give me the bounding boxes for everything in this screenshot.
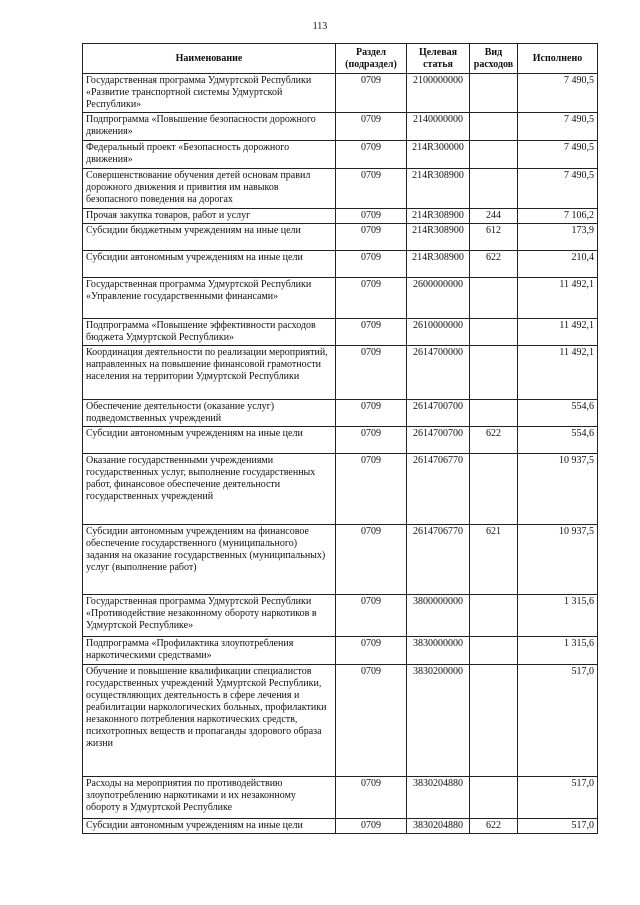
row-name: Государственная программа Удмуртской Республики «Противодействие незаконному обороту наркотиков в Удмуртской Республике» [83,595,336,637]
row-name: Субсидии автономным учреждениям на иные цели [83,427,336,454]
row-value: 7 490,5 [518,113,598,141]
row-section: 0709 [336,819,407,834]
row-name: Обеспечение деятельности (оказание услуг) подведомственных учреждений [83,400,336,427]
table-row [83,224,598,251]
row-target: 2140000000 [407,113,470,141]
header-target: Целевая статья [407,44,470,74]
row-value: 1 315,6 [518,595,598,637]
row-name: Обучение и повышение квалификации специалистов государственных учреждений Удмуртской Республики, осуществляющих деятельность в сфере лечения и реабилитации наркологических больных, профилактики незаконного потребления наркотических средств, психотропных веществ и пропаганды здорового образа жизни [83,665,336,777]
row-expense-type [470,400,518,427]
row-section: 0709 [336,427,407,454]
row-target: 2614700000 [407,346,470,400]
table-row [83,209,598,224]
row-target: 3830000000 [407,637,470,665]
row-expense-type [470,346,518,400]
page-number: 113 [312,21,328,32]
table-row [83,637,598,665]
row-name: Субсидии автономным учреждениям на иные цели [83,251,336,278]
row-section: 0709 [336,637,407,665]
table-row [83,665,598,777]
row-target: 214R300000 [407,141,470,169]
table-row [83,169,598,209]
row-section: 0709 [336,113,407,141]
row-value: 7 490,5 [518,169,598,209]
row-name: Федеральный проект «Безопасность дорожного движения» [83,141,336,169]
row-section: 0709 [336,141,407,169]
table-row [83,777,598,819]
row-expense-type [470,665,518,777]
row-section: 0709 [336,74,407,113]
row-name: Государственная программа Удмуртской Республики «Управление государственными финансами» [83,278,336,319]
table-header-row [83,44,598,74]
budget-execution-table [82,43,598,834]
row-value: 11 492,1 [518,319,598,346]
header-name: Наименование [83,44,336,74]
row-name: Субсидии автономным учреждениям на иные цели [83,819,336,834]
row-section: 0709 [336,777,407,819]
row-value: 7 490,5 [518,141,598,169]
row-value: 554,6 [518,427,598,454]
row-section: 0709 [336,665,407,777]
table-row [83,427,598,454]
row-section: 0709 [336,595,407,637]
row-section: 0709 [336,346,407,400]
row-target: 214R308900 [407,209,470,224]
row-value: 173,9 [518,224,598,251]
row-section: 0709 [336,525,407,595]
row-value: 517,0 [518,819,598,834]
row-target: 2610000000 [407,319,470,346]
table-row [83,251,598,278]
table-row [83,278,598,319]
row-name: Государственная программа Удмуртской Республики «Развитие транспортной системы Удмуртской Республики» [83,74,336,113]
table-row [83,141,598,169]
row-name: Субсидии бюджетным учреждениям на иные цели [83,224,336,251]
row-target: 2614706770 [407,525,470,595]
row-name: Субсидии автономным учреждениям на финансовое обеспечение государственного (муниципального) задания на оказание государственных (муниципальных) услуг (выполнение работ) [83,525,336,595]
row-target: 214R308900 [407,224,470,251]
table-row [83,525,598,595]
row-section: 0709 [336,169,407,209]
row-target: 3830204880 [407,777,470,819]
row-name: Подпрограмма «Профилактика злоупотребления наркотическими средствами» [83,637,336,665]
row-target: 2100000000 [407,74,470,113]
table-row [83,595,598,637]
row-value: 517,0 [518,777,598,819]
row-expense-type: 622 [470,819,518,834]
row-expense-type: 612 [470,224,518,251]
row-section: 0709 [336,251,407,278]
header-expense-type: Вид расходов [470,44,518,74]
row-expense-type [470,319,518,346]
row-expense-type [470,637,518,665]
header-section: Раздел (подраздел) [336,44,407,74]
row-expense-type [470,454,518,525]
table-row [83,819,598,834]
row-section: 0709 [336,319,407,346]
row-value: 11 492,1 [518,278,598,319]
row-expense-type: 244 [470,209,518,224]
row-expense-type: 622 [470,427,518,454]
row-expense-type [470,169,518,209]
row-target: 2614706770 [407,454,470,525]
row-value: 10 937,5 [518,525,598,595]
row-target: 214R308900 [407,169,470,209]
row-value: 11 492,1 [518,346,598,400]
row-target: 3830200000 [407,665,470,777]
row-expense-type: 622 [470,251,518,278]
row-name: Оказание государственными учреждениями государственных услуг, выполнение государственных работ, финансовое обеспечение деятельности государственных учреждений [83,454,336,525]
row-value: 7 490,5 [518,74,598,113]
table-row [83,319,598,346]
row-value: 1 315,6 [518,637,598,665]
row-expense-type [470,777,518,819]
row-name: Расходы на мероприятия по противодействию злоупотреблению наркотиками и их незаконному обороту в Удмуртской Республике [83,777,336,819]
row-name: Координация деятельности по реализации мероприятий, направленных на повышение финансовой грамотности населения на территории Удмуртской Республики [83,346,336,400]
row-name: Прочая закупка товаров, работ и услуг [83,209,336,224]
row-section: 0709 [336,209,407,224]
header-executed: Исполнено [518,44,598,74]
row-target: 2600000000 [407,278,470,319]
row-target: 2614700700 [407,427,470,454]
row-value: 10 937,5 [518,454,598,525]
row-name: Совершенствование обучения детей основам правил дорожного движения и привития им навыков безопасного поведения на дорогах [83,169,336,209]
row-expense-type [470,113,518,141]
row-expense-type [470,141,518,169]
row-section: 0709 [336,224,407,251]
row-section: 0709 [336,454,407,525]
row-expense-type [470,595,518,637]
row-target: 214R308900 [407,251,470,278]
row-target: 3800000000 [407,595,470,637]
row-name: Подпрограмма «Повышение эффективности расходов бюджета Удмуртской Республики» [83,319,336,346]
row-value: 7 106,2 [518,209,598,224]
row-value: 517,0 [518,665,598,777]
table-row [83,113,598,141]
table-row [83,346,598,400]
row-name: Подпрограмма «Повышение безопасности дорожного движения» [83,113,336,141]
table-row [83,74,598,113]
row-value: 554,6 [518,400,598,427]
row-expense-type [470,278,518,319]
row-value: 210,4 [518,251,598,278]
table-row [83,400,598,427]
row-target: 3830204880 [407,819,470,834]
row-section: 0709 [336,400,407,427]
row-section: 0709 [336,278,407,319]
row-expense-type [470,74,518,113]
table-row [83,454,598,525]
row-expense-type: 621 [470,525,518,595]
row-target: 2614700700 [407,400,470,427]
